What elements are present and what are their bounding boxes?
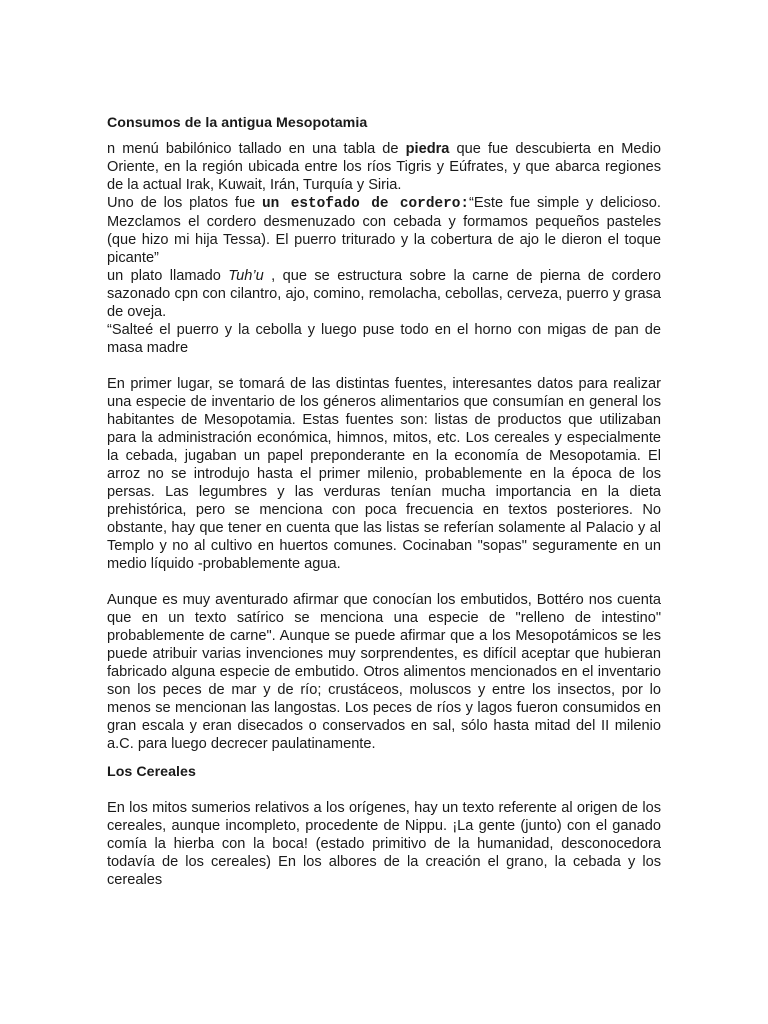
p1-bold-piedra: piedra [405, 141, 450, 157]
spacer [107, 573, 661, 591]
paragraph-tuhu [107, 267, 661, 321]
p2-text-a: Uno de los platos fue [107, 195, 263, 211]
p3-text-c: , que se estructura sobre la carne de pierna de cordero sazonado cpn con cilantro, ajo, comino, remolacha, cebollas, cerveza, puerro y grasa de oveja. [107, 268, 661, 320]
p3-italic-tuhu: Tuh’u [228, 268, 264, 284]
paragraph-embutidos: Aunque es muy aventurado afirmar que conocían los embutidos, Bottéro nos cuenta que en un texto satírico se menciona una especie de "relleno de intestino" probablemente de carne". Aunque se puede afirmar que a los Mesopotámicos se les puede atribuir varias invenciones muy sorprendentes, es difícil aceptar que hubieran fabricado alguna especie de embutido. Otros alimentos mencionados en el inventario son los peces de mar y de río; crustáceos, moluscos y entre los insectos, por lo menos se mencionan las langostas. Los peces de ríos y lagos fueron consumidos en gran escala y eran disecados o conservados en sal, sólo hasta mitad del II milenio a.C. para luego decrecer paulatinamente. [107, 592, 661, 752]
document-title: Consumos de la antigua Mesopotamia [107, 115, 368, 131]
p1-text-a: n menú babilónico tallado en una tabla de [107, 141, 406, 157]
section-title-cereales: Los Cereales [107, 764, 196, 780]
p3-text-a: un plato llamado [107, 268, 229, 284]
paragraph-mitos-sumerios: En los mitos sumerios relativos a los orígenes, hay un texto referente al origen de los cereales, aunque incompleto, procedente de Nippu. ¡La gente (junto) con el ganado comía la hierba con la boca! (estado primitivo de la humanidad, desconocedora todavía de los cereales) En los albores de la creación el grano, la cebada y los cereales [107, 800, 661, 888]
p2-bold-estofado: un estofado de cordero: [262, 196, 469, 212]
paragraph-estofado [107, 194, 661, 267]
p1-text-c: que fue descubierta en Medio Oriente, en la región ubicada entre los ríos Tigris y Eúfrates, y que abarca regiones de la actual Irak, Kuwait, Irán, Turquía y Siria. [107, 141, 661, 193]
document-body [107, 114, 661, 889]
paragraph-saltee: “Salteé el puerro y la cebolla y luego puse todo en el horno con migas de pan de masa madre [107, 322, 661, 356]
spacer [107, 357, 661, 375]
paragraph-menu-babilonico [107, 140, 661, 194]
p2-text-c: “Este fue simple y delicioso. Mezclamos el cordero desmenuzado con cebada y formamos pequeños pasteles (que hizo mi hija Tessa). El puerro triturado y la cobertura de ajo le dieron el toque picante” [107, 195, 661, 266]
paragraph-inventario: En primer lugar, se tomará de las distintas fuentes, interesantes datos para realizar una especie de inventario de los géneros alimentarios que consumían en general los habitantes de Mesopotamia. Estas fuentes son: listas de productos que utilizaban para la administración económica, himnos, mitos, etc. Los cereales y especialmente la cebada, jugaban un papel preponderante en la economía de Mesopotamia. El arroz no se introdujo hasta el primer milenio, probablemente en la época de los persas. Las legumbres y las verduras tenían mucha importancia en la dieta prehistórica, pero se menciona con poca frecuencia en textos posteriores. No obstante, hay que tener en cuenta que las listas se referían solamente al Palacio y al Templo y no al cultivo en huertos comunes. Cocinaban "sopas" seguramente en un medio líquido -probablemente agua. [107, 376, 661, 572]
